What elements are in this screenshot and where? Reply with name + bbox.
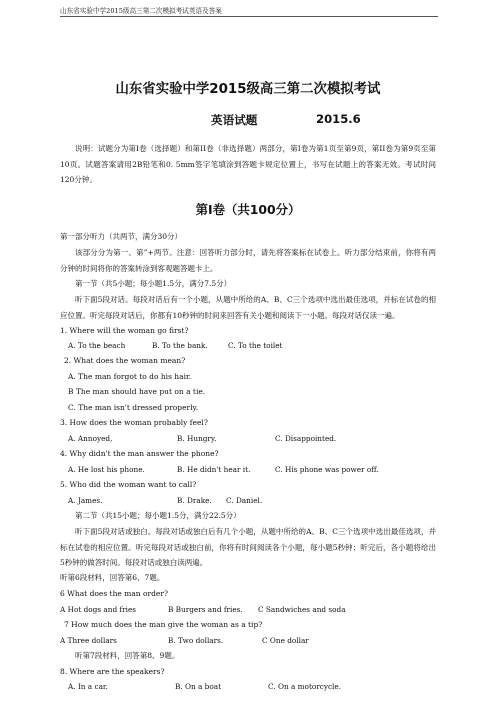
option-b: B. Drake. <box>177 496 212 505</box>
exam-instructions: 说明：试题分为第I卷（选择题）和第II卷（非选择题）两部分，第I卷为第1页至第9页，第II卷为第9页至第10页。试题答案请用2B铅笔和0. 5mm签字笔填涂到答题卡规定位置上，书写在试题上的答案无效。考试时间120分钟。 <box>60 144 436 185</box>
section-two-heading: 第二节（共15小题；每小题1.5分，满分22.5分） <box>75 511 241 520</box>
option-b: B. Two dollars. <box>168 636 224 645</box>
question-2-option-a: A. The man forgot to do his hair. <box>68 372 192 381</box>
question-8: 8. Where are the speakers? <box>60 667 165 676</box>
option-a: A. James. <box>68 496 103 505</box>
option-a: A. He lost his phone. <box>68 465 145 474</box>
option-c: C Sandwiches and soda <box>258 605 346 614</box>
option-a: A Hot dogs and fries <box>60 605 137 614</box>
option-b: B. To the bank. <box>152 341 208 350</box>
option-a: A Three dollars <box>60 636 117 645</box>
option-b: B. Hungry. <box>177 434 217 443</box>
question-2-option-c: C. The man isn't dressed properly. <box>68 403 199 412</box>
exam-date: 2015.6 <box>316 112 361 126</box>
option-c: C. Disappointed. <box>275 434 337 443</box>
section-two-directions: 听下面5段对话或独白。每段对话或独白后有几个小题，从题中所给的A、B、C三个选项中选出最佳选项，并标在试卷的相应位置。听完每段对话或独白前，你将有时间阅读各个小题，每小题5秒钟；听完后，各小题将给出5秒钟的做答时间。每段对话或独白读两遍。 <box>60 527 436 568</box>
exam-title: 山东省实验中学2015级高三第二次模拟考试 <box>115 82 381 97</box>
option-b: B. On a boat <box>175 682 222 691</box>
listening-heading: 第一部分听力（共两节，满分30分） <box>60 232 183 241</box>
question-2-option-b: B The man should have put on a tie. <box>68 387 206 396</box>
material-7-instruction: 听第7段材料，回答第8、9题。 <box>75 651 180 660</box>
option-c: C One dollar <box>262 636 309 645</box>
section-one-heading: 第一节（共5小题；每小题1.5分，满分7.5分） <box>75 279 232 288</box>
option-a: A. Annoyed, <box>68 434 113 443</box>
listening-intro: 该部分分为第一、第”+两节。注意：回答听力部分时，请先将答案标在试卷上。听力部分结束前，你将有两分钟的时间将你的答案转涂到客观题答题卡上。 <box>60 248 436 273</box>
option-c: C. Daniel. <box>226 496 263 505</box>
header-rule <box>60 16 438 17</box>
section-one-directions: 听下面5段对话。每段对话后有一个小题，从题中所给的A、B、C三个选项中选出最佳选项，并标在试卷的相应位置。听完每段对话后，你都有10秒钟的时间来回答有关小题和阅读下一小题。每段对话仅读一遍。 <box>60 295 436 320</box>
option-b: B. He didn't hear it. <box>177 465 251 474</box>
question-5: 5. Who did the woman want to call? <box>60 480 197 489</box>
subject-name: 英语试题 <box>211 113 258 127</box>
question-2: 2. What does the woman mean? <box>64 356 186 365</box>
option-b: B Burgers and fries. <box>168 605 243 614</box>
material-6-instruction: 听第6段材料，回答第6、7题。 <box>60 573 165 582</box>
running-header: 山东省实验中学2015级高三第二次模拟考试英语及答案 <box>60 7 222 15</box>
option-c: C. His phone was power off. <box>275 465 379 474</box>
question-7: 7 How much does the man give the woman as a tip? <box>64 620 263 629</box>
option-a: A. To the beach <box>68 341 126 350</box>
option-c: C. To the toilet <box>228 341 283 350</box>
option-c: C. On a motorcycle. <box>268 682 342 691</box>
question-1: 1. Where will the woman go first? <box>60 326 189 335</box>
question-3: 3. How does the woman probably feel? <box>60 418 208 427</box>
question-4: 4. Why didn't the man answer the phone? <box>60 449 219 458</box>
question-6: 6 What does the man order? <box>60 589 168 598</box>
option-a: A. In a car. <box>68 682 108 691</box>
part-one-title: 第I卷（共100分） <box>195 202 301 217</box>
